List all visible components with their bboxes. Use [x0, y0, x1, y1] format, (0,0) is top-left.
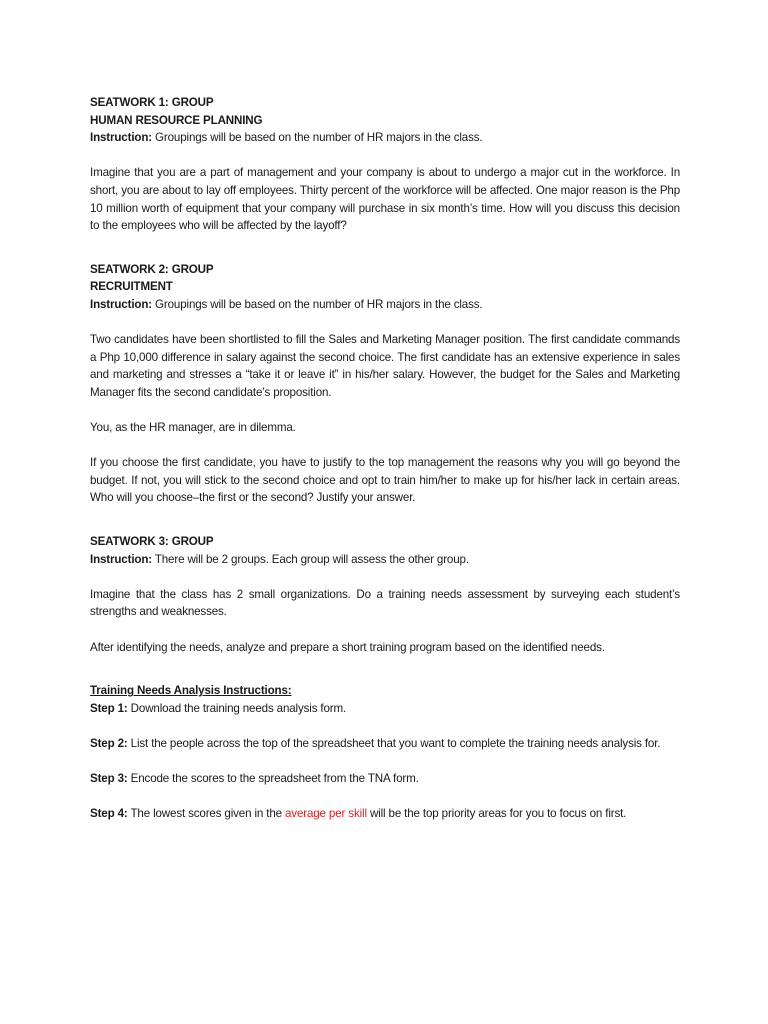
step-label: Step 1: [90, 701, 128, 715]
seatwork1-paragraph: Imagine that you are a part of management and your company is about to undergo a major cut in the workforce. In short, you are about to lay off employees. Thirty percent of the workforce will be affected. One major reason is the Php 10 million worth of equipment that your company will purchase in six month’s time. How will you discuss this decision to the employees who will be affected by the layoff? [90, 166, 680, 233]
seatwork2-paragraph-1: Two candidates have been shortlisted to fill the Sales and Marketing Manager position. The first candidate commands a Php 10,000 difference in salary against the second choice. The first candidate has an extensive experience in sales and marketing and stresses a “take it or leave it” in his/her salary. However, the budget for the Sales and Marketing Manager fits the second candidate’s proposition. [90, 333, 680, 399]
instruction-text: Groupings will be based on the number of HR majors in the class. [151, 297, 483, 311]
seatwork3-instruction [90, 551, 680, 569]
seatwork2-paragraph-3: If you choose the first candidate, you have to justify to the top management the reasons why you will go beyond the budget. If not, you will stick to the second choice and opt to train him/her to make up for his/her lack in certain areas. Who will you choose–the first or the second? Justify your answer. [90, 456, 680, 505]
instruction-text: Groupings will be based on the number of HR majors in the class. [151, 131, 483, 145]
seatwork3-paragraph-2: After identifying the needs, analyze and prepare a short training program based on the identified needs. [90, 640, 605, 654]
tna-heading: Training Needs Analysis Instructions: [90, 684, 292, 698]
average-per-skill-highlight: average per skill [285, 807, 367, 821]
seatwork2-instruction [90, 296, 680, 314]
tna-step-1 [90, 700, 680, 718]
document-page [90, 94, 680, 823]
step-label: Step 4: [90, 807, 128, 821]
step-text: Download the training needs analysis form. [127, 701, 347, 715]
seatwork3-paragraph-1: Imagine that the class has 2 small organizations. Do a training needs assessment by surveying each student’s strengths and weaknesses. [90, 587, 680, 619]
step-text: Encode the scores to the spreadsheet from the TNA form. [127, 772, 419, 786]
step-text: will be the top priority areas for you to focus on first. [366, 807, 627, 821]
seatwork1-instruction [90, 129, 680, 147]
step-text: The lowest scores given in the [127, 807, 285, 821]
seatwork2-paragraph-2: You, as the HR manager, are in dilemma. [90, 421, 296, 435]
instruction-text: There will be 2 groups. Each group will assess the other group. [151, 552, 469, 566]
seatwork3-heading: SEATWORK 3: GROUP [90, 535, 214, 549]
seatwork1-subheading: HUMAN RESOURCE PLANNING [90, 113, 263, 127]
tna-step-3 [90, 770, 680, 788]
step-label: Step 3: [90, 772, 128, 786]
seatwork1-heading: SEATWORK 1: GROUP [90, 96, 214, 109]
instruction-label: Instruction: [90, 552, 152, 566]
seatwork2-subheading: RECRUITMENT [90, 280, 173, 294]
step-text: List the people across the top of the spreadsheet that you want to complete the training needs analysis for. [127, 737, 661, 750]
seatwork2-heading: SEATWORK 2: GROUP [90, 262, 214, 276]
instruction-label: Instruction: [90, 131, 152, 145]
instruction-label: Instruction: [90, 297, 152, 311]
step-label: Step 2: [90, 737, 128, 750]
tna-step-4 [90, 805, 680, 823]
tna-step-2 [90, 735, 680, 753]
